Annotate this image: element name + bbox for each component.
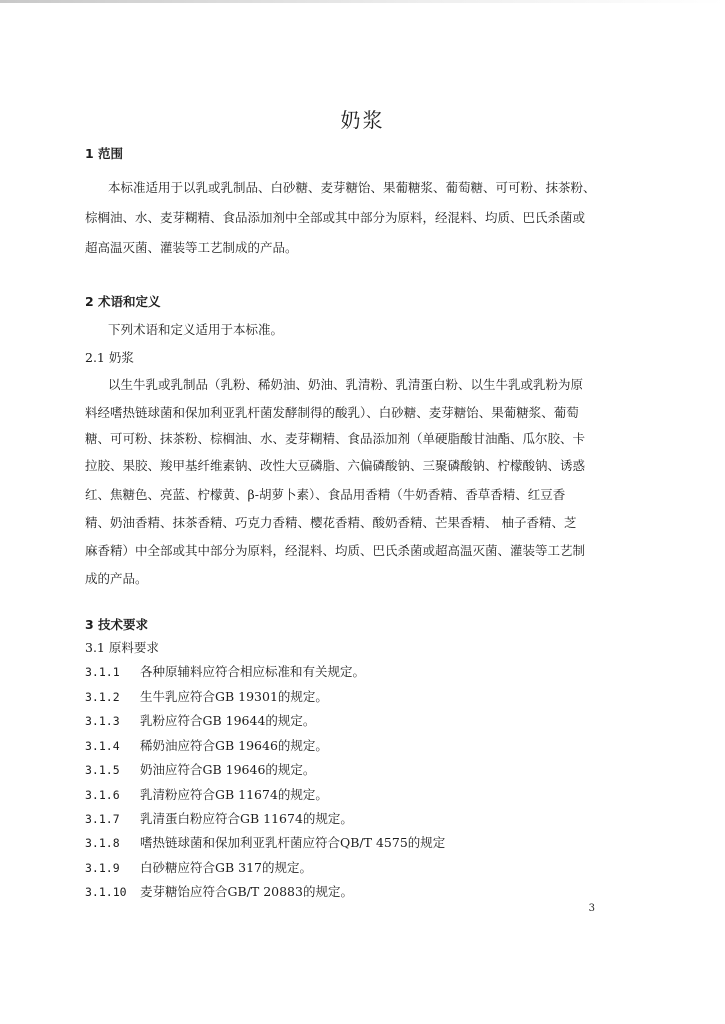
- list-item: [85, 711, 315, 729]
- item-text: 乳清粉应符合GB 11674的规定。: [140, 787, 328, 802]
- list-item: [85, 833, 445, 851]
- section-1-heading: 1 范围: [85, 146, 124, 161]
- item-text: 乳清蛋白粉应符合GB 11674的规定。: [140, 811, 353, 826]
- section-3-heading: 3 技术要求: [85, 617, 149, 632]
- list-item: [85, 882, 353, 900]
- list-item: [85, 760, 315, 778]
- item-text: 稀奶油应符合GB 19646的规定。: [140, 738, 328, 753]
- section-1-line: 棕榈油、水、麦芽糊精、食品添加剂中全部或其中部分为原料，经混料、均质、巴氏杀菌或: [85, 210, 586, 225]
- section-2-line: 糖、可可粉、抹茶粉、棕榈油、水、麦芽糊精、食品添加剂（单硬脂酸甘油酯、瓜尔胶、卡: [85, 431, 586, 446]
- section-2-line: 料经嗜热链球菌和保加利亚乳杆菌发酵制得的酸乳）、白砂糖、麦芽糖饴、果葡糖浆、葡萄: [85, 405, 579, 420]
- item-text: 各种原辅料应符合相应标准和有关规定。: [140, 664, 366, 679]
- section-2-line: 精、奶油香精、抹茶香精、巧克力香精、樱花香精、酸奶香精、芒果香精、 柚子香精、芝: [85, 515, 577, 530]
- section-3-1-heading: 3.1 原料要求: [85, 640, 159, 655]
- section-2-line: 麻香精）中全部或其中部分为原料，经混料、均质、巴氏杀菌或超高温灭菌、灌装等工艺制: [85, 543, 586, 558]
- list-item: [85, 785, 328, 803]
- item-text: 白砂糖应符合GB 317的规定。: [140, 860, 313, 875]
- list-item: [85, 858, 312, 876]
- item-text: 奶油应符合GB 19646的规定。: [140, 762, 316, 777]
- item-number: 3.1.4: [85, 739, 120, 753]
- list-item: [85, 809, 353, 827]
- list-item: [85, 687, 328, 705]
- item-text: 麦芽糖饴应符合GB/T 20883的规定。: [140, 884, 353, 899]
- section-2-1-heading: 2.1 奶浆: [85, 350, 134, 365]
- section-2-line: 红、焦糖色、亮蓝、柠檬黄、β-胡萝卜素）、食品用香精（牛奶香精、香草香精、红豆香: [85, 487, 566, 502]
- item-number: 3.1.6: [85, 788, 120, 802]
- list-item: [85, 662, 365, 680]
- scan-edge: [0, 0, 725, 3]
- list-item: [85, 736, 328, 754]
- item-text: 嗜热链球菌和保加利亚乳杆菌应符合QB/T 4575的规定: [140, 835, 446, 850]
- item-number: 3.1.1: [85, 665, 120, 679]
- item-number: 3.1.10: [85, 885, 127, 899]
- page-number: 3: [588, 903, 595, 914]
- section-2-line: 以生牛乳或乳制品（乳粉、稀奶油、奶油、乳清粉、乳清蛋白粉、以生牛乳或乳粉为原: [108, 377, 584, 392]
- item-number: 3.1.7: [85, 812, 120, 826]
- section-1-line: 超高温灭菌、灌装等工艺制成的产品。: [85, 240, 298, 255]
- section-2-line: 拉胶、果胶、羧甲基纤维素钠、改性大豆磷脂、六偏磷酸钠、三聚磷酸钠、柠檬酸钠、诱惑: [85, 458, 586, 473]
- item-number: 3.1.5: [85, 763, 120, 777]
- page-title: 奶浆: [340, 108, 385, 132]
- item-number: 3.1.8: [85, 836, 120, 850]
- item-number: 3.1.2: [85, 690, 120, 704]
- item-number: 3.1.9: [85, 861, 120, 875]
- item-text: 生牛乳应符合GB 19301的规定。: [140, 689, 328, 704]
- item-number: 3.1.3: [85, 714, 120, 728]
- item-text: 乳粉应符合GB 19644的规定。: [140, 713, 316, 728]
- section-2-line: 成的产品。: [85, 571, 148, 586]
- section-2-heading: 2 术语和定义: [85, 294, 161, 309]
- section-2-intro: 下列术语和定义适用于本标准。: [108, 322, 284, 337]
- section-1-line: 本标准适用于以乳或乳制品、白砂糖、麦芽糖饴、果葡糖浆、葡萄糖、可可粉、抹茶粉、: [108, 180, 596, 195]
